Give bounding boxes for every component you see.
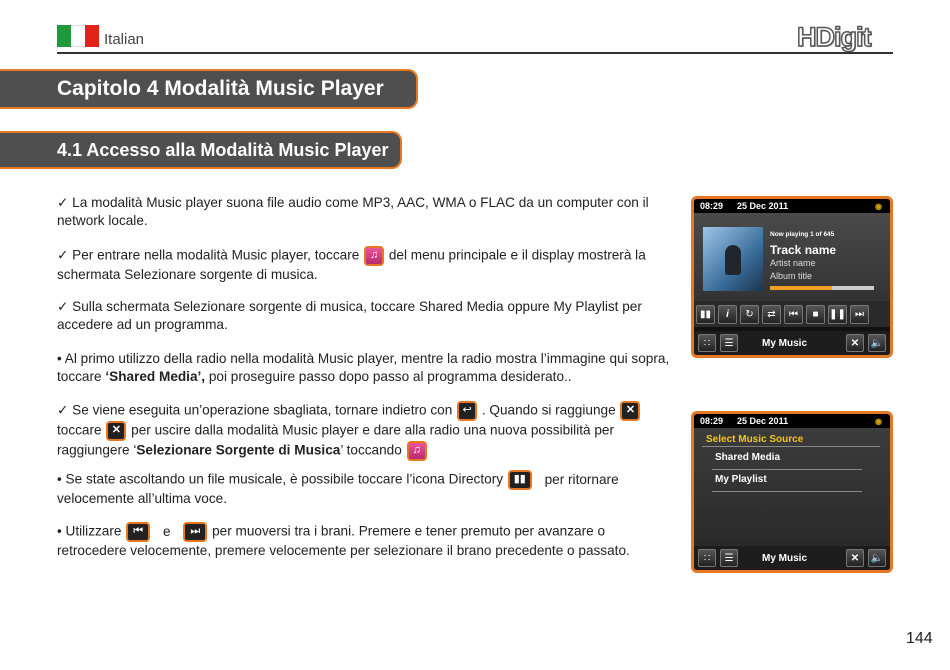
select-source-screenshot [691, 411, 893, 573]
source-list-title: Select Music Source [706, 434, 804, 445]
wifi-icon: ◉ [875, 201, 882, 211]
stop-button[interactable]: ■ [806, 305, 825, 324]
source-item-shared-media[interactable]: Shared Media [715, 452, 781, 463]
divider [712, 469, 862, 470]
volume-button[interactable]: 🔈 [868, 334, 886, 352]
italian-flag [57, 25, 99, 47]
mode-label: My Music [762, 552, 808, 564]
previous-track-icon: ⏮ [126, 522, 150, 542]
source-item-my-playlist[interactable]: My Playlist [715, 474, 767, 485]
close-icon: ✕ [620, 401, 640, 421]
menu-button[interactable]: ☰ [720, 334, 738, 352]
section-title: 4.1 Accesso alla Modalità Music Player [0, 131, 402, 169]
info-button[interactable]: i [718, 305, 737, 324]
my-music-icon [364, 246, 384, 266]
select-source-term: Selezionare Sorgente di Musica [136, 442, 341, 458]
paragraph-wrong-operation [57, 401, 677, 461]
divider [702, 446, 880, 447]
next-button[interactable]: ⏭ [850, 305, 869, 324]
mode-label: My Music [762, 337, 808, 349]
progress-fill [770, 286, 832, 290]
chapter-title: Capitolo 4 Modalità Music Player [0, 69, 418, 109]
clock: 08:29 [700, 201, 724, 211]
close-button[interactable]: ✕ [846, 334, 864, 352]
close-button[interactable]: ✕ [846, 549, 864, 567]
flag-white [71, 25, 85, 47]
now-playing-screenshot [691, 196, 893, 358]
paragraph-text: per ritornare velocemente all’ultima voce. [57, 471, 619, 506]
paragraph-enter-mode [57, 246, 677, 284]
status-bar [694, 414, 890, 428]
wifi-icon: ◉ [875, 416, 882, 426]
paragraph-text: ✓ Per entrare nella modalità Music player, toccare [57, 247, 360, 263]
paragraph-text: . Quando si raggiunge [481, 402, 616, 418]
paragraph-text: • Utilizzare [57, 523, 122, 539]
artist-name: Artist name [770, 258, 816, 268]
shuffle-button[interactable]: ⇄ [762, 305, 781, 324]
close-icon: ✕ [106, 421, 126, 441]
paragraph-text: ✓ Se viene eseguita un’operazione sbagliata, tornare indietro con [57, 402, 453, 418]
brand-logo: HDigit [797, 22, 871, 52]
paragraph-navigate [57, 522, 677, 560]
flag-green [57, 25, 71, 47]
paragraph-text: poi proseguire passo dopo passo al programma desiderato.. [208, 368, 572, 384]
paragraph-directory [57, 470, 677, 508]
paragraph-text: toccare [57, 422, 102, 438]
bottom-bar [694, 546, 890, 570]
source-list-panel [694, 428, 890, 546]
directory-button[interactable]: ▮▮ [696, 305, 715, 324]
now-playing-count: Now playing 1 of 645 [770, 231, 835, 238]
home-button[interactable]: ∷ [698, 549, 716, 567]
playback-controls [694, 301, 890, 327]
bottom-bar [694, 331, 890, 355]
page-number: 144 [906, 630, 933, 647]
menu-button[interactable]: ☰ [720, 549, 738, 567]
album-title: Album title [770, 271, 813, 281]
paragraph-text: del menu principale e il display mostrerà la schermata Selezionare sorgente di musica. [57, 247, 646, 282]
directory-icon: ▮▮ [508, 470, 532, 490]
now-playing-panel [694, 213, 890, 301]
paragraph-intro: ✓ La modalità Music player suona file audio come MP3, AAC, WMA o FLAC da un computer con il network locale. [57, 195, 649, 228]
album-art [703, 227, 763, 291]
paragraph-text: e [163, 523, 171, 539]
back-icon: ↩ [457, 401, 477, 421]
paragraph-first-use [57, 350, 677, 385]
paragraph-text: ’ toccando [340, 442, 402, 458]
language-label: Italian [104, 31, 145, 48]
progress-bar [770, 286, 874, 290]
my-music-icon [407, 441, 427, 461]
clock: 08:29 [700, 416, 724, 426]
paragraph-text: per muoversi tra i brani. Premere e tener premuto per avanzare o retrocedere velocemente, premere velocemente per selezionare il brano precedente o passato. [57, 523, 630, 558]
header-divider [57, 52, 893, 54]
repeat-button[interactable]: ↻ [740, 305, 759, 324]
divider [712, 491, 862, 492]
flag-red [85, 25, 99, 47]
status-bar [694, 199, 890, 213]
paragraph-text: • Al primo utilizzo della radio nella modalità Music player, mentre la radio mostra l’immagine qui sopra, toccare [57, 351, 670, 384]
previous-button[interactable]: ⏮ [784, 305, 803, 324]
shared-media-term: ‘Shared Media’, [105, 368, 206, 384]
pause-button[interactable]: ❚❚ [828, 305, 847, 324]
home-button[interactable]: ∷ [698, 334, 716, 352]
volume-button[interactable]: 🔈 [868, 549, 886, 567]
track-name: Track name [770, 243, 837, 257]
date: 25 Dec 2011 [737, 201, 789, 211]
paragraph-text: • Se state ascoltando un file musicale, è possibile toccare l’icona Directory [57, 471, 504, 487]
date: 25 Dec 2011 [737, 416, 789, 426]
paragraph-text: per uscire dalla modalità Music player e dare alla radio una nuova possibilità per raggiungere ‘ [57, 422, 614, 458]
next-track-icon: ⏭ [183, 522, 207, 542]
paragraph-select-source: ✓ Sulla schermata Selezionare sorgente di musica, toccare Shared Media oppure My Playlist per accedere ad un programma. [57, 299, 642, 332]
